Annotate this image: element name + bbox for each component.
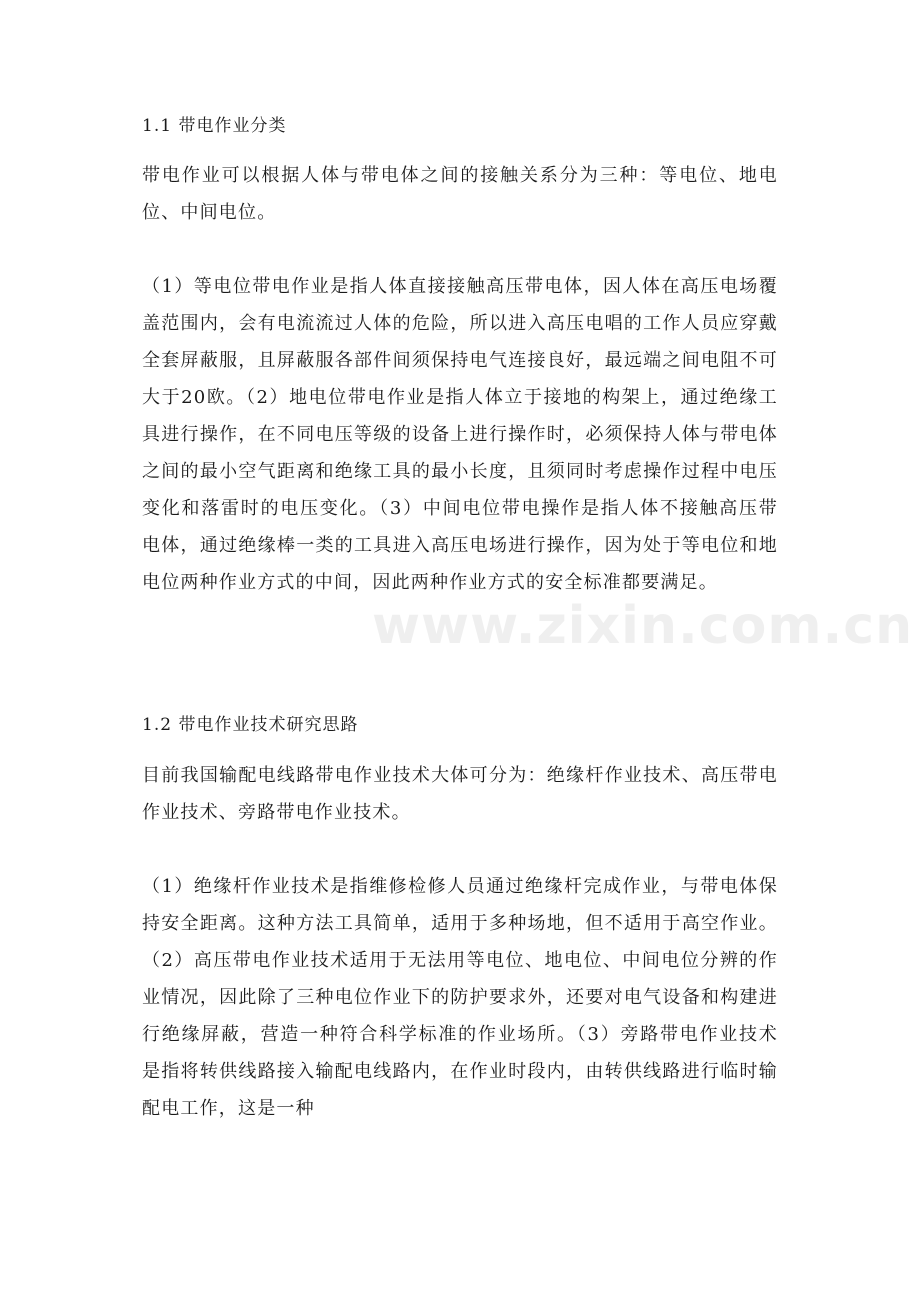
- section-heading-1-2: 1.2 带电作业技术研究思路: [142, 715, 359, 735]
- section-1-1-intro-paragraph: 带电作业可以根据人体与带电体之间的接触关系分为三种：等电位、地电位、中间电位。: [142, 165, 778, 223]
- section-1-1-body-paragraph: （1）等电位带电作业是指人体直接接触高压带电体，因人体在高压电场覆盖范围内，会有电流流过人体的危险，所以进入高压电唱的工作人员应穿戴全套屏蔽服，且屏蔽服各部件间须保持电气连接良好，最远端之间电阻不可大于20欧。（2）地电位带电作业是指人体立于接地的构架上，通过绝缘工具进行操作，在不同电压等级的设备上进行操作时，必须保持人体与带电体之间的最小空气距离和绝缘工具的最小长度，且须同时考虑操作过程中电压变化和落雷时的电压变化。（3）中间电位带电操作是指人体不接触高压带电体，通过绝缘棒一类的工具进入高压电场进行操作，因为处于等电位和地电位两种作业方式的中间，因此两种作业方式的安全标准都要满足。: [142, 276, 778, 593]
- section-heading-1-1: 1.1 带电作业分类: [142, 116, 287, 136]
- watermark: www.zixin.com.cn: [372, 596, 914, 656]
- section-1-2-body-paragraph: （1）绝缘杆作业技术是指维修检修人员通过绝缘杆完成作业，与带电体保持安全距离。这种方法工具简单，适用于多种场地，但不适用于高空作业。（2）高压带电作业技术适用于无法用等电位、地电位、中间电位分辨的作业情况，因此除了三种电位作业下的防护要求外，还要对电气设备和构建进行绝缘屏蔽，营造一种符合科学标准的作业场所。（3）旁路带电作业技术是指将转供线路接入输配电线路内，在作业时段内，由转供线路进行临时输配电工作，这是一种: [142, 876, 778, 1119]
- section-1-2-intro-paragraph: 目前我国输配电线路带电作业技术大体可分为：绝缘杆作业技术、高压带电作业技术、旁路带电作业技术。: [142, 765, 778, 823]
